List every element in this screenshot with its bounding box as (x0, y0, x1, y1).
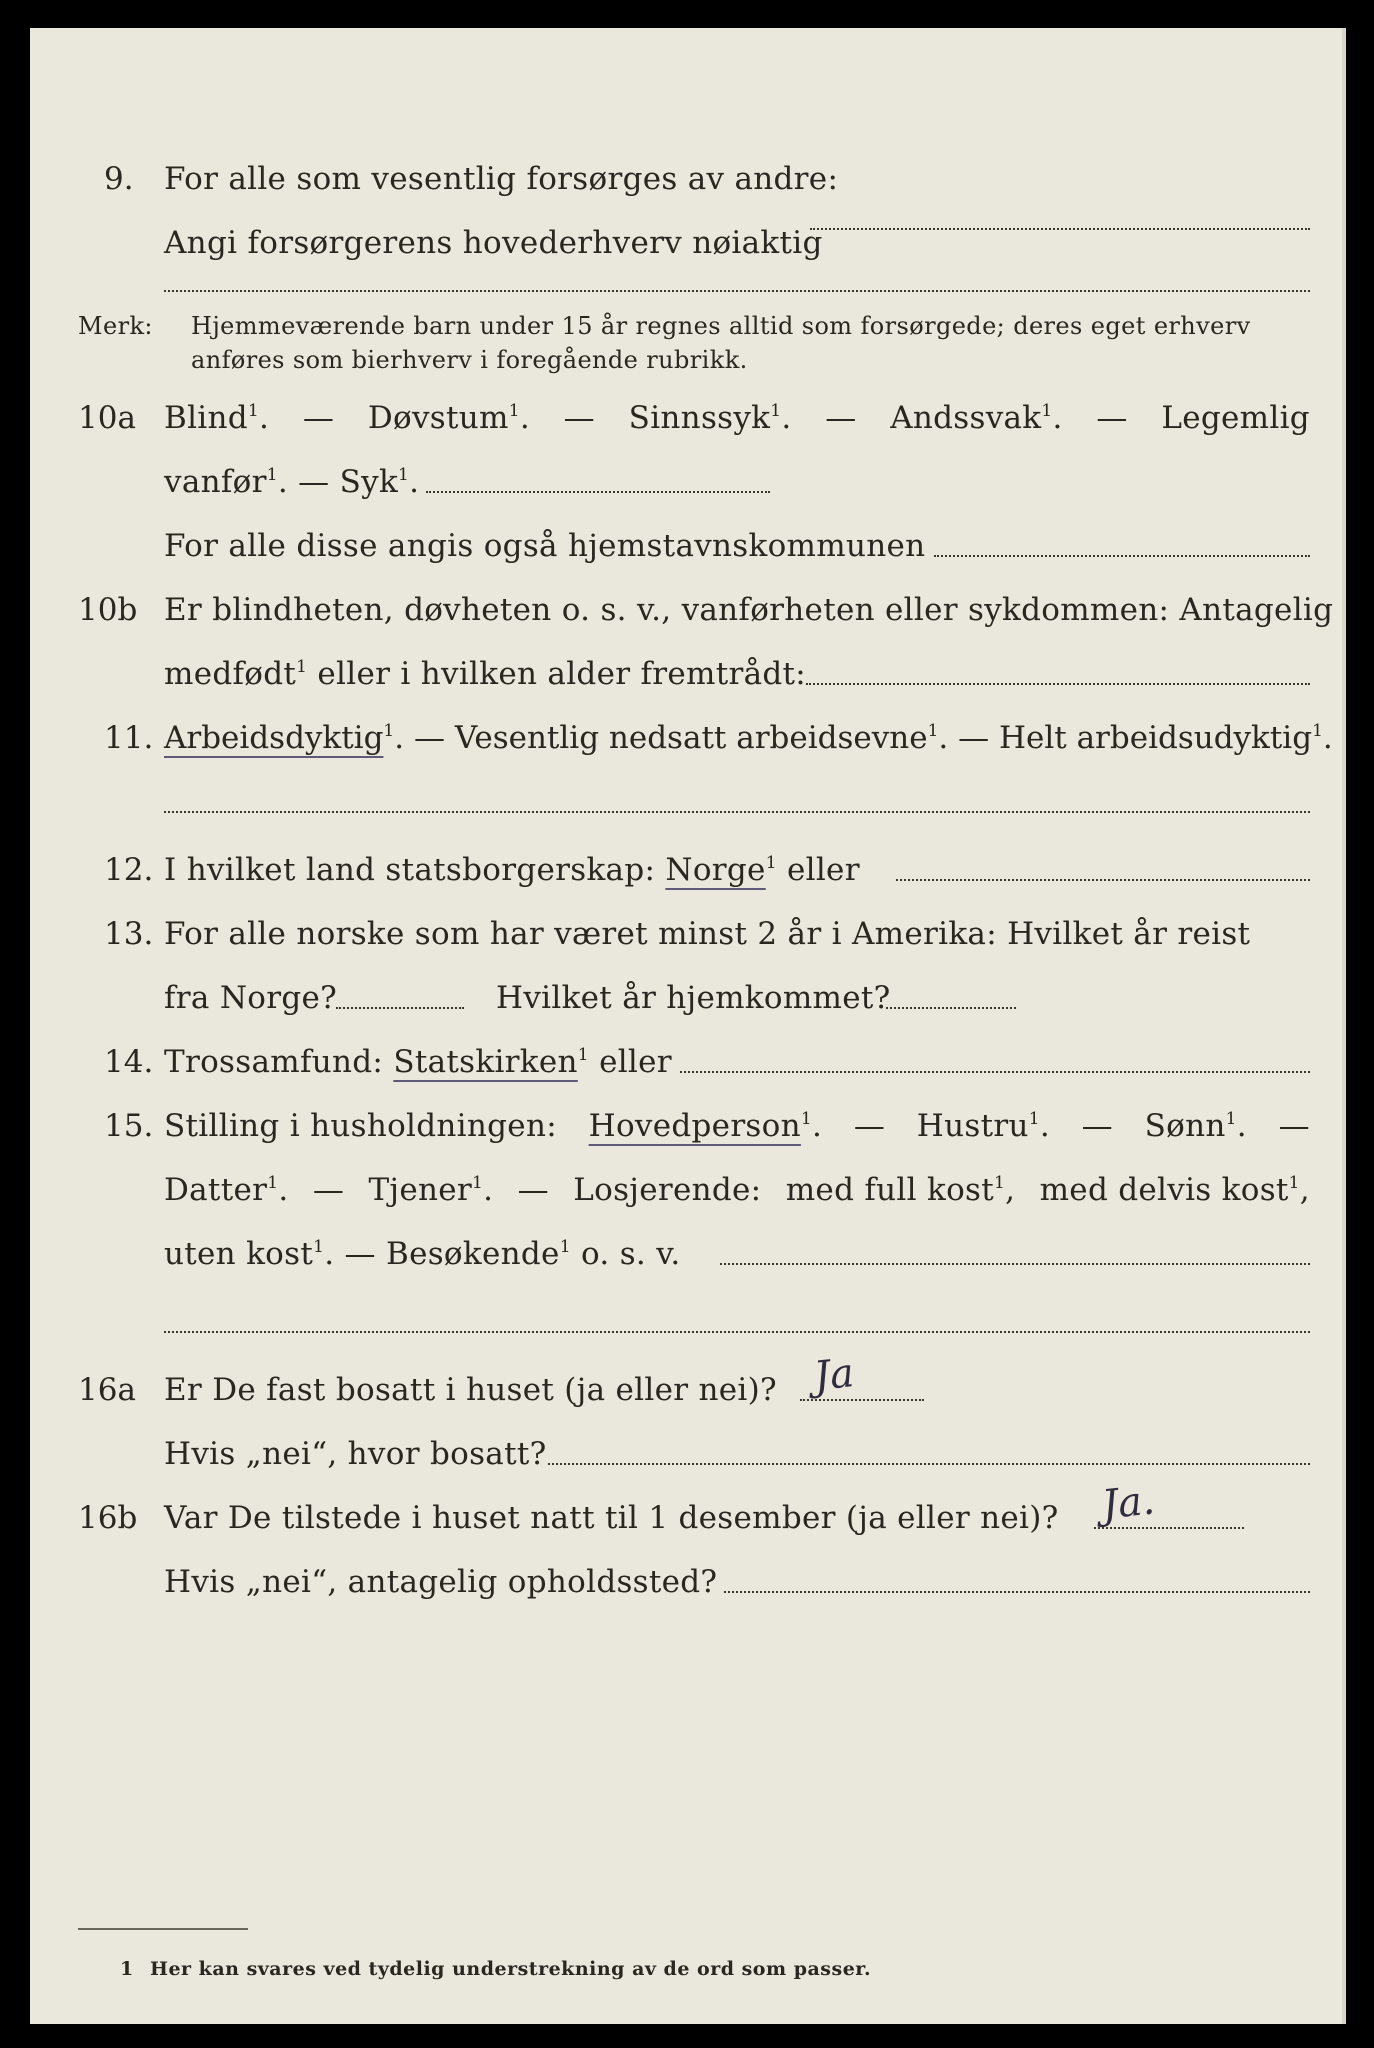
q9-line1: For alle som vesentlig forsørges av andre: (164, 161, 839, 197)
q15-line2: Datter$^1$. — Tjener$^1$. — Losjerende: med full kost$^1$, med delvis kost$^1$, (164, 1172, 1310, 1208)
option-besokende: Besøkende$^1$ (386, 1236, 571, 1272)
q11-answer-line[interactable] (164, 811, 1310, 813)
option-vanfor: vanfør$^1$. (164, 464, 288, 500)
census-form-page (30, 28, 1346, 2024)
q16b-opholdssted-answer-line[interactable] (724, 1591, 1310, 1593)
option-norge-underlined: Norge (665, 852, 766, 888)
item-number-16a: 16a (78, 1372, 136, 1408)
footnote-text: Her kan svares ved tydelig understrekning av de ord som passer. (150, 1958, 872, 1980)
merk-line2: anføres som bierhverv i foregående rubrikk. (191, 346, 748, 374)
item-number-13: 13. (104, 916, 154, 952)
option-tjener: Tjener$^1$. (368, 1172, 494, 1208)
option-medfodt: medfødt$^1$ (164, 656, 308, 692)
option-statskirken-underlined: Statskirken (393, 1044, 578, 1080)
q16b-line2: Hvis „nei“, antagelig opholdssted? (164, 1564, 718, 1600)
q13-hjemkommet-answer-line[interactable] (886, 1007, 1016, 1009)
footnote-marker: 1 (120, 1958, 134, 1980)
option-hustru: Hustru$^1$. (916, 1108, 1051, 1144)
q12-line: I hvilket land statsborgerskap: Norge$^1$ eller (164, 852, 860, 888)
q16a-bosatt-answer-line[interactable] (548, 1463, 1310, 1465)
option-legemlig: Legemlig (1161, 400, 1310, 436)
merk-label: Merk: (78, 312, 153, 340)
q10b-answer-line[interactable] (806, 683, 1310, 685)
item-number-16b: 16b (78, 1500, 138, 1536)
q14-line: Trossamfund: Statskirken$^1$ eller (164, 1044, 672, 1080)
q9-answer-line[interactable] (810, 228, 1310, 230)
q11-line1: Arbeidsdyktig$^1$. — Vesentlig nedsatt arbeidsevne$^1$. — Helt arbeidsudyktig$^1$. (164, 720, 1333, 756)
option-helt: Helt arbeidsudyktig$^1$. (998, 720, 1333, 756)
q13-line1: For alle norske som har været minst 2 år i Amerika: Hvilket år reist (164, 916, 1251, 952)
q10b-line1: Er blindheten, døvheten o. s. v., vanførheten eller sykdommen: Antagelig (164, 592, 1334, 628)
item-number-11: 11. (104, 720, 154, 756)
option-andssvak: Andssvak$^1$. (890, 400, 1063, 436)
option-hovedperson-underlined: Hovedperson (588, 1108, 801, 1144)
q15-line3: uten kost$^1$. — Besøkende$^1$ o. s. v. (164, 1236, 681, 1272)
option-arbeidsdyktig-underlined: Arbeidsdyktig (164, 720, 384, 756)
item-number-14: 14. (104, 1044, 154, 1080)
q10b-line2: medfødt$^1$ eller i hvilken alder fremtrådt: (164, 656, 807, 692)
q10a-line2: vanfør$^1$. — Syk$^1$. (164, 464, 420, 500)
option-sinnssyk: Sinnssyk$^1$. (628, 400, 792, 436)
q14-answer-line[interactable] (680, 1071, 1310, 1073)
item-number-10b: 10b (78, 592, 138, 628)
q15-line1: Stilling i husholdningen: Hovedperson$^1$. — Hustru$^1$. — Sønn$^1$. — (164, 1108, 1310, 1144)
footnote-rule (78, 1928, 248, 1930)
q13-line2a: fra Norge? (164, 980, 338, 1016)
option-delvis-kost: med delvis kost$^1$, (1039, 1172, 1310, 1208)
q9-answer-line-2[interactable] (164, 290, 1310, 292)
merk-line1: Hjemmeværende barn under 15 år regnes alltid som forsørgede; deres eget erhverv (191, 312, 1251, 340)
q16a-handwritten-answer: Ja (811, 1350, 857, 1400)
option-dovstum: Døvstum$^1$. (367, 400, 530, 436)
item-number-12: 12. (104, 852, 154, 888)
q16a-line2: Hvis „nei“, hvor bosatt? (164, 1436, 547, 1472)
q10a-line3: For alle disse angis også hjemstavnskommunen (164, 528, 926, 564)
item-number-15: 15. (104, 1108, 154, 1144)
q16b-answer-line[interactable] (1094, 1527, 1244, 1529)
option-syk: Syk$^1$. (339, 464, 420, 500)
option-uten-kost: uten kost$^1$. (164, 1236, 335, 1272)
q16a-line1: Er De fast bosatt i huset (ja eller nei)? (164, 1372, 777, 1408)
item-number-9: 9. (104, 161, 134, 197)
q16b-line1: Var De tilstede i huset natt til 1 desember (ja eller nei)? (164, 1500, 1059, 1536)
q15-answer-line-2[interactable] (164, 1331, 1310, 1333)
option-sonn: Sønn$^1$. (1144, 1108, 1247, 1144)
q16a-answer-line[interactable] (800, 1399, 924, 1401)
option-full-kost: med full kost$^1$, (785, 1172, 1016, 1208)
q10a-hjemstavn-line[interactable] (934, 555, 1310, 557)
q10a-line1: Blind$^1$. — Døvstum$^1$. — Sinnssyk$^1$. — Andssvak$^1$. — Legemlig (164, 400, 1310, 436)
item-number-10a: 10a (78, 400, 136, 436)
q13-reist-answer-line[interactable] (336, 1007, 464, 1009)
q12-answer-line[interactable] (896, 879, 1310, 881)
option-vesentlig: Vesentlig nedsatt arbeidsevne$^1$. (454, 720, 949, 756)
q10a-answer-line[interactable] (426, 491, 770, 493)
q9-line2: Angi forsørgerens hovederhverv nøiaktig (164, 225, 823, 261)
option-blind: Blind$^1$. (164, 400, 270, 436)
option-datter: Datter$^1$. (164, 1172, 289, 1208)
q15-answer-line[interactable] (720, 1263, 1310, 1265)
q16b-handwritten-answer: Ja. (1099, 1477, 1157, 1529)
q13-line2b: Hvilket år hjemkommet? (496, 980, 891, 1016)
